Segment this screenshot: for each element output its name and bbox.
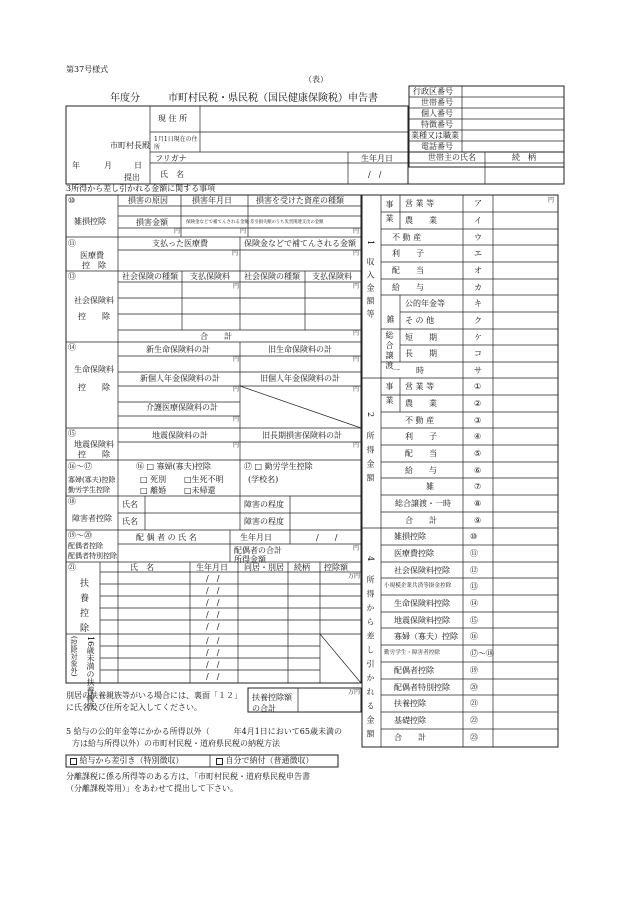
deduction-section-title: 3所得から差し引かれる金額に関する事項 (66, 184, 216, 193)
c21-slash: / / (206, 648, 220, 657)
shotoku-row-code: ⑥ (474, 466, 482, 475)
c21-slash: / / (206, 672, 220, 681)
income-row-code: イ (474, 216, 482, 225)
kojo-row-label: 配偶者特別控除 (394, 683, 450, 692)
income-row-code: コ (474, 349, 482, 358)
c19-spouse-name: 配 偶 者 の 氏 名 (136, 533, 197, 542)
num-15: ⑮ (68, 429, 76, 438)
yen-mark: 円 (353, 283, 360, 290)
c10-date: 損害年月日 (192, 196, 232, 205)
pay-option-normal[interactable] (216, 757, 314, 765)
c14-label2: 控 除 (78, 383, 110, 392)
income-row-code: カ (474, 283, 482, 292)
income-row-label: 配 当 (392, 266, 424, 275)
income-row-code: ウ (474, 233, 482, 242)
num-14: ⑭ (68, 343, 76, 352)
num-16-17: ⑯～⑰ (68, 462, 92, 471)
dependents-total-label: 扶養控除額の合計 (252, 693, 292, 714)
income-row-code: ク (474, 316, 482, 325)
kojo-row-code: ⑮ (470, 616, 478, 625)
c18-name: 氏名 (122, 500, 138, 509)
checkbox-icon[interactable] (70, 758, 77, 765)
num-10: ⑩ (68, 196, 76, 205)
address-label: 現 住 所 (158, 114, 188, 123)
form-number: 第37号様式 (66, 65, 109, 74)
income-row-label: 農 業 (405, 216, 437, 225)
c21-slash: / / (206, 636, 220, 645)
c13-label2: 控 除 (78, 312, 110, 321)
name-label: 氏 名 (160, 170, 184, 179)
c18-name: 氏名 (122, 517, 138, 526)
c14-new-pension: 新個人年金保険料の計 (140, 374, 220, 383)
admin-row-label: 業種又は職業 (411, 131, 459, 140)
kojo-row-code: ⑲ (470, 666, 478, 675)
income-row-label: 一 時 (392, 366, 424, 375)
c21-relation: 続柄 (294, 563, 310, 572)
c21-slash: / / (206, 586, 220, 595)
shotoku-section-title: 2 所得金額 (366, 412, 375, 488)
shotoku-row-code: ⑨ (474, 516, 482, 525)
pay-option-normal-label: 自分で納付（普通徴収） (225, 756, 314, 765)
c16-widow: ⑯ □ 寡婦(寡夫)控除 (136, 462, 211, 471)
side-label: （表） (304, 75, 328, 84)
date-day: 日 (134, 161, 142, 170)
num-21: ㉑ (68, 563, 76, 572)
income-row-code: オ (474, 266, 482, 275)
kojo-row-code: ⑩ (470, 532, 478, 541)
c13-type2: 社会保険の種類 (244, 272, 300, 281)
kojo-row-code: ⑬ (470, 582, 478, 591)
footer-line1: 分離課税に係る所得等のある方は、「市町村民税・道府県民税申告書 (66, 772, 310, 781)
man-yen-mark: 万円 (348, 573, 361, 580)
num-19-20: ⑲～⑳ (68, 531, 92, 540)
birth-slash: / / (368, 170, 382, 179)
shotoku-row-label: 営 業 等 (405, 382, 435, 391)
income-row-code: ケ (474, 333, 482, 342)
c21-slash: / / (206, 574, 220, 583)
c11-paid: 支払った医療費 (152, 239, 208, 248)
kojo-row-label: 医療費控除 (394, 549, 434, 558)
c10-label: 雑損控除 (74, 217, 106, 226)
furigana-label: フリガナ (155, 154, 187, 163)
yen-mark: 円 (232, 250, 239, 257)
c15-old-damage: 旧長期損害保険料の計 (262, 431, 342, 440)
c10-amount: 損害金額 (136, 218, 168, 227)
admin-row-label: 電話番号 (421, 142, 453, 151)
kojo-row-label: 雑損控除 (394, 532, 426, 541)
admin-row-label: 世帯番号 (421, 98, 453, 107)
c21-under16-note: (控除対象外) (70, 636, 78, 677)
yen-mark: 円 (233, 386, 240, 393)
pay-option-special-label: 給与から差引き（特別徴収） (79, 756, 184, 765)
year-label: 年度分 (110, 93, 140, 104)
c14-new-life: 新生命保険料の計 (146, 345, 210, 354)
yen-mark: 円 (353, 356, 360, 363)
kojo-row-label: 寡婦（寡夫）控除 (394, 632, 458, 641)
kojo-row-code: ⑰～⑱ (470, 649, 494, 658)
admin-row-label: 個人番号 (421, 109, 453, 118)
submitted-label: 提出 (124, 173, 140, 182)
kojo-row-code: ㉑ (470, 699, 478, 708)
other-dependents-note: 別居の扶養親族等がいる場合には、裏面「１２」に氏名及び住所を記入してください。 (66, 691, 242, 712)
yen-mark: 円 (353, 330, 360, 337)
kojo-row-label: 小規模企業共済等掛金控除 (384, 582, 452, 589)
yen-mark: 円 (353, 386, 360, 393)
shotoku-row-code: ⑧ (474, 499, 482, 508)
c21-slash: / / (206, 660, 220, 669)
date-year: 年 (72, 161, 80, 170)
c11-insurance: 保険金などで補てんされる金額 (244, 239, 356, 248)
c16-school: (学校名) (248, 475, 279, 484)
c19-slash: / / (316, 533, 338, 542)
relation-label: 続 柄 (512, 153, 536, 162)
income-row-code: キ (474, 299, 482, 308)
shotoku-row-label: 利 子 (405, 432, 437, 441)
c16-label1: 寡婦(寡夫)控除 (68, 476, 116, 484)
admin-row-label: 行政区番号 (413, 87, 453, 96)
jan1-address-label: 1月1日現在の住所 (154, 136, 198, 151)
income-row-label: 公的年金等 (405, 299, 445, 308)
c13-type1: 社会保険の種類 (122, 272, 178, 281)
c19-birth: 生年月日 (240, 533, 272, 542)
yen-mark: 円 (233, 416, 240, 423)
shotoku-row-code: ⑦ (474, 482, 482, 491)
yen-mark: 円 (233, 442, 240, 449)
pension-line2: 方は給与所得以外）の市町村民税・道府県民税の納税方法 (72, 739, 280, 748)
c13-label1: 社会保険料 (74, 296, 114, 305)
yen-mark: 円 (233, 356, 240, 363)
c18-degree: 障害の程度 (244, 500, 284, 509)
c21-label: 扶養控除 (78, 578, 88, 638)
yen-mark: 円 (353, 442, 360, 449)
income-transfer-label: 総合譲渡 (385, 331, 394, 371)
c13-paid2: 支払保険料 (312, 272, 352, 281)
shotoku-row-code: ④ (474, 432, 482, 441)
yen-mark: 円 (233, 283, 240, 290)
pay-option-special[interactable] (70, 757, 184, 765)
shotoku-row-code: ② (474, 399, 482, 408)
income-row-label: 不 動 産 (392, 233, 422, 242)
kojo-row-label: 地震保険料控除 (394, 616, 450, 625)
c16-unknown[interactable]: □生死不明 (184, 475, 224, 484)
c18-degree: 障害の程度 (244, 517, 284, 526)
c15-quake: 地震保険料の計 (152, 431, 208, 440)
c16-student: ⑰ □ 勤労学生控除 (244, 462, 313, 471)
kojo-row-label: 配偶者控除 (394, 666, 434, 675)
yen-mark: 円 (353, 228, 360, 235)
c10-disaster: 差引損失額のうち災害関連支出の金額 (250, 219, 324, 225)
income-row-label: 長 期 (405, 349, 437, 358)
kojo-row-label: 生命保険料控除 (394, 599, 450, 608)
kojo-row-label: 基礎控除 (394, 716, 426, 725)
shotoku-row-label: 農 業 (405, 399, 437, 408)
c15-label1: 地震保険料 (74, 440, 114, 449)
c11-label2: 控 除 (82, 261, 106, 270)
c19-label1: 配偶者控除 (68, 542, 103, 550)
c21-slash: / / (206, 622, 220, 631)
c13-total: 合 計 (200, 332, 232, 341)
c21-live: 同居・別居 (244, 563, 284, 572)
shotoku-row-label: 不 動 産 (405, 416, 435, 425)
income-row-code: ア (474, 199, 482, 208)
income-section-title: 1 収入金額等 (366, 240, 375, 323)
c16-divorce[interactable]: □ 離婚 (140, 486, 167, 495)
c11-label1: 医療費 (80, 251, 104, 260)
c16-death[interactable]: □ 死別 (140, 475, 167, 484)
income-row-code: エ (474, 249, 482, 258)
yen-mark: 円 (548, 197, 555, 204)
kojo-row-label: 合 計 (394, 733, 426, 742)
footer-line2: （分離課税等用）」をあわせて提出して下さい。 (66, 784, 238, 793)
c21-slash: / / (206, 610, 220, 619)
c16-label2: 勤労学生控除 (68, 486, 110, 494)
shotoku-row-label: 配 当 (405, 449, 437, 458)
c10-insurance: 保険金などで補てんされる金額 (186, 219, 250, 225)
income-row-label: 営 業 等 (405, 199, 435, 208)
yen-mark: 円 (240, 228, 247, 235)
c14-label1: 生命保険料 (74, 365, 114, 374)
kojo-row-label: 勤労学生・障害者控除 (384, 649, 440, 656)
c19-label2: 配偶者特別控除 (68, 552, 117, 560)
shotoku-row-label: 給 与 (405, 466, 437, 475)
kojo-row-code: ⑭ (470, 599, 478, 608)
c21-birth: 生年月日 (196, 563, 228, 572)
num-11: ⑪ (68, 239, 76, 248)
kojo-row-code: ⑯ (470, 632, 478, 641)
kojo-row-label: 扶養控除 (394, 699, 426, 708)
page-title: 市町村民税・県民税（国民健康保険税）申告書 (168, 93, 378, 104)
c15-label2: 控 除 (78, 450, 110, 459)
c14-care: 介護医療保険料の計 (146, 403, 218, 412)
num-18: ⑱ (68, 497, 76, 506)
kojo-row-code: ⑳ (470, 683, 478, 692)
income-row-label: 短 期 (405, 333, 437, 342)
c16-unreturned[interactable]: □未帰還 (184, 486, 216, 495)
yen-mark: 円 (174, 228, 181, 235)
income-row-label: 給 与 (392, 283, 424, 292)
birth-label: 生年月日 (361, 154, 393, 163)
shotoku-business-label: 事業 (385, 382, 394, 410)
shotoku-row-code: ① (474, 382, 482, 391)
kojo-row-label: 社会保険料控除 (394, 566, 450, 575)
shotoku-row-code: ⑤ (474, 449, 482, 458)
income-row-label: そ の 他 (405, 316, 435, 325)
c21-amount: 控除額 (324, 563, 348, 572)
c10-cause: 損害の原因 (128, 196, 168, 205)
shotoku-row-label: 雑 (426, 482, 434, 491)
date-month: 月 (104, 161, 112, 170)
c13-paid1: 支払保険料 (190, 272, 230, 281)
kojo-row-code: ⑫ (470, 566, 478, 575)
yen-mark: 円 (353, 545, 360, 552)
income-misc-label: 雑 (386, 315, 395, 325)
man-yen-mark: 万円 (348, 689, 361, 696)
c10-asset: 損害を受けた資産の種類 (256, 196, 344, 205)
shotoku-row-label: 総合譲渡・一時 (395, 499, 451, 508)
pension-line1: 5 給与の公的年金等にかかる所得以外（ 年4月1日において65歳未満の (66, 727, 342, 736)
shotoku-row-code: ③ (474, 416, 482, 425)
checkbox-icon[interactable] (216, 758, 223, 765)
kojo-row-code: ㉓ (470, 733, 478, 742)
admin-row-label: 特徴番号 (421, 120, 453, 129)
income-row-label: 利 子 (392, 249, 424, 258)
c18-label: 障害者控除 (72, 514, 112, 523)
head-name-label: 世帯主の氏名 (428, 153, 476, 162)
shotoku-row-label: 合 計 (405, 516, 437, 525)
c21-slash: / / (206, 598, 220, 607)
c14-old-pension: 旧個人年金保険料の計 (260, 374, 340, 383)
kojo-row-code: ㉒ (470, 716, 478, 725)
kojo-row-code: ⑪ (470, 549, 478, 558)
kojo-section-title: 4 所得から差し引かれる金額 (366, 556, 375, 744)
num-13: ⑬ (68, 272, 76, 281)
c21-under16: 16歳未満の扶養親族 (86, 636, 95, 711)
c14-old-life: 旧生命保険料の計 (268, 345, 332, 354)
c19-income: 配偶者の合計所得金額 (234, 546, 282, 564)
addressee-label: 市町村長殿 (110, 141, 150, 150)
income-business-label: 事業 (385, 200, 394, 228)
c21-name: 氏 名 (130, 563, 154, 572)
yen-mark: 円 (353, 250, 360, 257)
income-row-code: サ (474, 366, 482, 375)
